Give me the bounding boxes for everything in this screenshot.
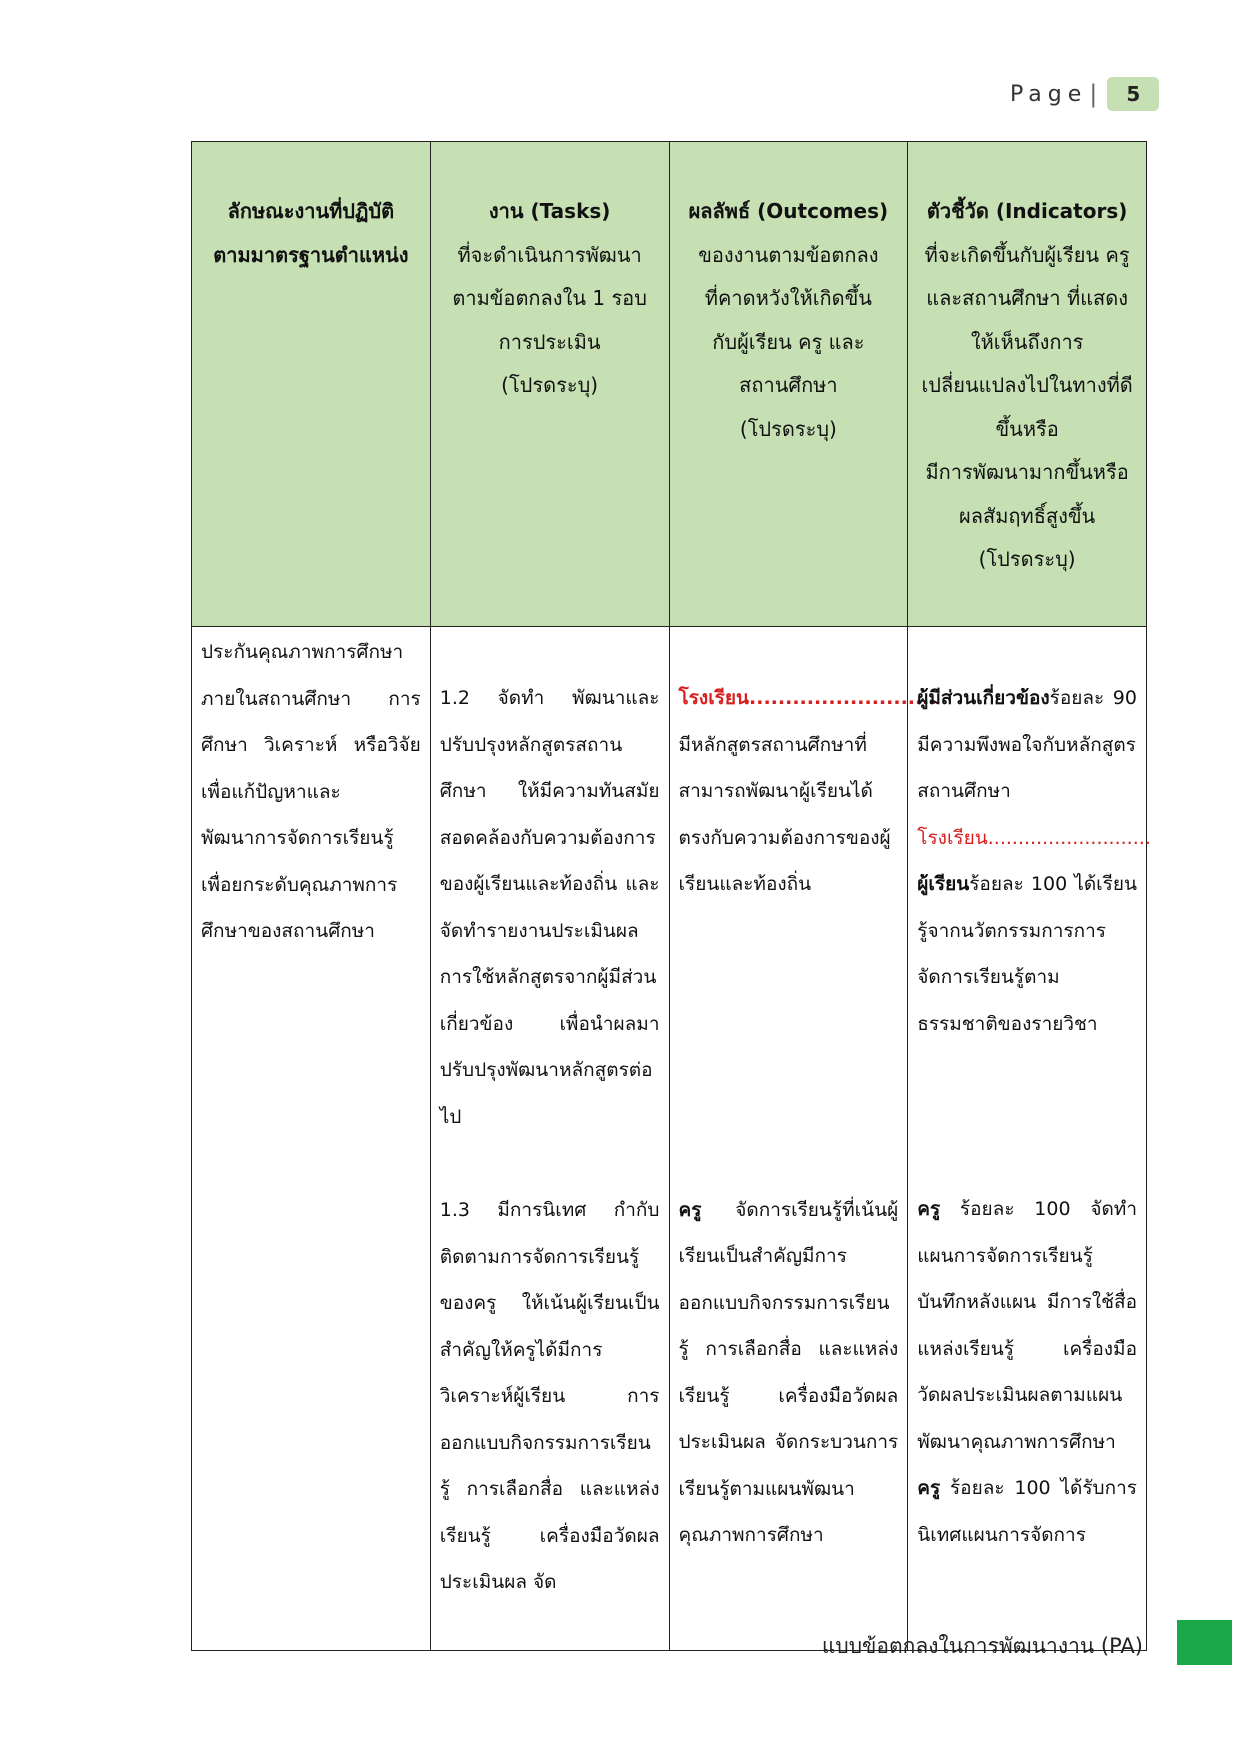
footer-green-box (1177, 1620, 1232, 1665)
header-outcomes-line: ที่คาดหวังให้เกิดขึ้น (704, 286, 872, 310)
header-outcomes-line: กับผู้เรียน ครู และ (712, 329, 865, 354)
indicator-1-2-school: โรงเรียน........................... (917, 826, 1151, 849)
header-indicators-line: ผลสัมฤทธิ์สูงขึ้น (959, 503, 1096, 528)
indicator-1-3-label-a: ครู (917, 1198, 941, 1220)
indicator-1-3-label-b: ครู (917, 1477, 941, 1499)
page-label: Page (1010, 81, 1088, 107)
header-tasks-line: (โปรดระบุ) (501, 373, 599, 397)
indicator-1-3-text-b: ร้อยละ 100 ได้รับการนิเทศแผนการจัดการ (917, 1477, 1137, 1546)
header-indicators-line: เปลี่ยนแปลงไปในทางที่ดี (921, 373, 1133, 397)
indicator-1-2-label-a: ผู้มีส่วนเกี่ยวข้อง (917, 687, 1050, 709)
header-indicators-title: ตัวชี้วัด (Indicators) (926, 199, 1128, 223)
table-row (192, 627, 1147, 1651)
header-outcomes (669, 142, 908, 627)
indicator-1-3-text-a: ร้อยละ 100 จัดทำแผนการจัดการเรียนรู้ บันทึกหลังแผน มีการใช้สื่อแหล่งเรียนรู้ เครื่องมือวัดผลประเมินผลตามแผนพัฒนาคุณภาพการศึกษา (917, 1198, 1137, 1453)
header-col1-line1: ลักษณะงานที่ปฏิบัติ (227, 199, 395, 223)
header-indicators-line: ให้เห็นถึงการ (970, 329, 1084, 354)
header-tasks (430, 142, 669, 627)
header-outcomes-title: ผลลัพธ์ (Outcomes) (688, 199, 889, 223)
outcome-1-3-label: ครู (678, 1198, 702, 1221)
work-characteristics-cell (192, 627, 431, 1651)
task-1-2: 1.2 จัดทำ พัฒนาและปรับปรุงหลักสูตรสถานศึกษา ให้มีความทันสมัย สอดคล้องกับความต้องการของผู้เรียนและท้องถิ่น และจัดทำรายงานประเมินผลการใช้หลักสูตรจากผู้มีส่วนเกี่ยวข้อง เพื่อนำผลมาปรับปรุงพัฒนาหลักสูตรต่อไป (439, 687, 660, 1128)
page-number-badge: 5 (1107, 77, 1159, 111)
header-work-characteristics (192, 142, 431, 627)
outcome-1-2 (678, 627, 937, 908)
header-indicators (908, 142, 1147, 627)
outcomes-cell (669, 627, 937, 1651)
outcome-1-2-school-label: โรงเรียน.......................... (678, 687, 937, 709)
work-characteristics-text: ประกันคุณภาพการศึกษาภายในสถานศึกษา การศึกษา วิเคราะห์ หรือวิจัย เพื่อแก้ปัญหาและพัฒนาการจัดการเรียนรู้ เพื่อยกระดับคุณภาพการศึกษาของสถานศึกษา (201, 641, 421, 942)
header-indicators-line: (โปรดระบุ) (978, 547, 1076, 571)
table-header-row (192, 142, 1147, 627)
header-outcomes-line: (โปรดระบุ) (739, 416, 837, 441)
indicator-1-2 (917, 627, 1151, 1047)
header-tasks-line: ที่จะดำเนินการพัฒนา (457, 242, 642, 267)
header-indicators-line: ที่จะเกิดขึ้นกับผู้เรียน ครู (924, 242, 1130, 267)
header-outcomes-line: สถานศึกษา (739, 373, 838, 397)
indicator-1-3 (917, 1186, 1137, 1558)
tasks-cell (430, 627, 669, 1651)
header-indicators-line: มีการพัฒนามากขึ้นหรือ (925, 460, 1129, 484)
pa-agreement-table (191, 141, 1151, 1651)
header-tasks-line: การประเมิน (498, 329, 601, 354)
header-indicators-line: และสถานศึกษา ที่แสดง (926, 286, 1128, 310)
header-tasks-line: ตามข้อตกลงใน 1 รอบ (452, 286, 647, 310)
page-header (1010, 78, 1159, 110)
indicator-1-2-label-b: ผู้เรียน (917, 873, 970, 895)
header-indicators-line: ขึ้นหรือ (995, 416, 1059, 441)
footer-title: แบบข้อตกลงในการพัฒนางาน (PA) (821, 1634, 1143, 1658)
page-separator: | (1089, 80, 1098, 108)
outcome-1-3 (679, 1187, 899, 1559)
indicators-cell (908, 627, 1151, 1651)
task-1-3: 1.3 มีการนิเทศ กำกับติดตามการจัดการเรียนรู้ของครู ให้เน้นผู้เรียนเป็นสำคัญให้ครูได้มีการวิเคราะห์ผู้เรียน การออกแบบกิจกรรมการเรียนรู้ การเลือกสื่อ และแหล่งเรียนรู้ เครื่องมือวัดผลประเมินผล จัด (439, 1199, 660, 1593)
header-col1-line2: ตามมาตรฐานตำแหน่ง (213, 242, 409, 267)
outcome-1-2-text: มีหลักสูตรสถานศึกษาที่สามารถพัฒนาผู้เรียนได้ตรงกับความต้องการของผู้เรียนและท้องถิ่น (678, 733, 891, 895)
outcome-1-3-text: จัดการเรียนรู้ที่เน้นผู้เรียนเป็นสำคัญมีการออกแบบกิจกรรมการเรียนรู้ การเลือกสื่อ และแหล่งเรียนรู้ เครื่องมือวัดผลประเมินผล จัดกระบวนการเรียนรู้ตามแผนพัฒนาคุณภาพการศึกษา (678, 1198, 899, 1546)
indicator-1-2-text-b: ร้อยละ 100 ได้เรียนรู้จากนวัตกรรมการการจัดการเรียนรู้ตามธรรมชาติของรายวิชา (917, 873, 1137, 1035)
header-outcomes-line: ของงานตามข้อตกลง (698, 242, 879, 267)
indicator-1-2-text-a: ร้อยละ 90 มีความพึงพอใจกับหลักสูตรสถานศึกษา (917, 687, 1137, 802)
header-tasks-title: งาน (Tasks) (488, 199, 611, 223)
